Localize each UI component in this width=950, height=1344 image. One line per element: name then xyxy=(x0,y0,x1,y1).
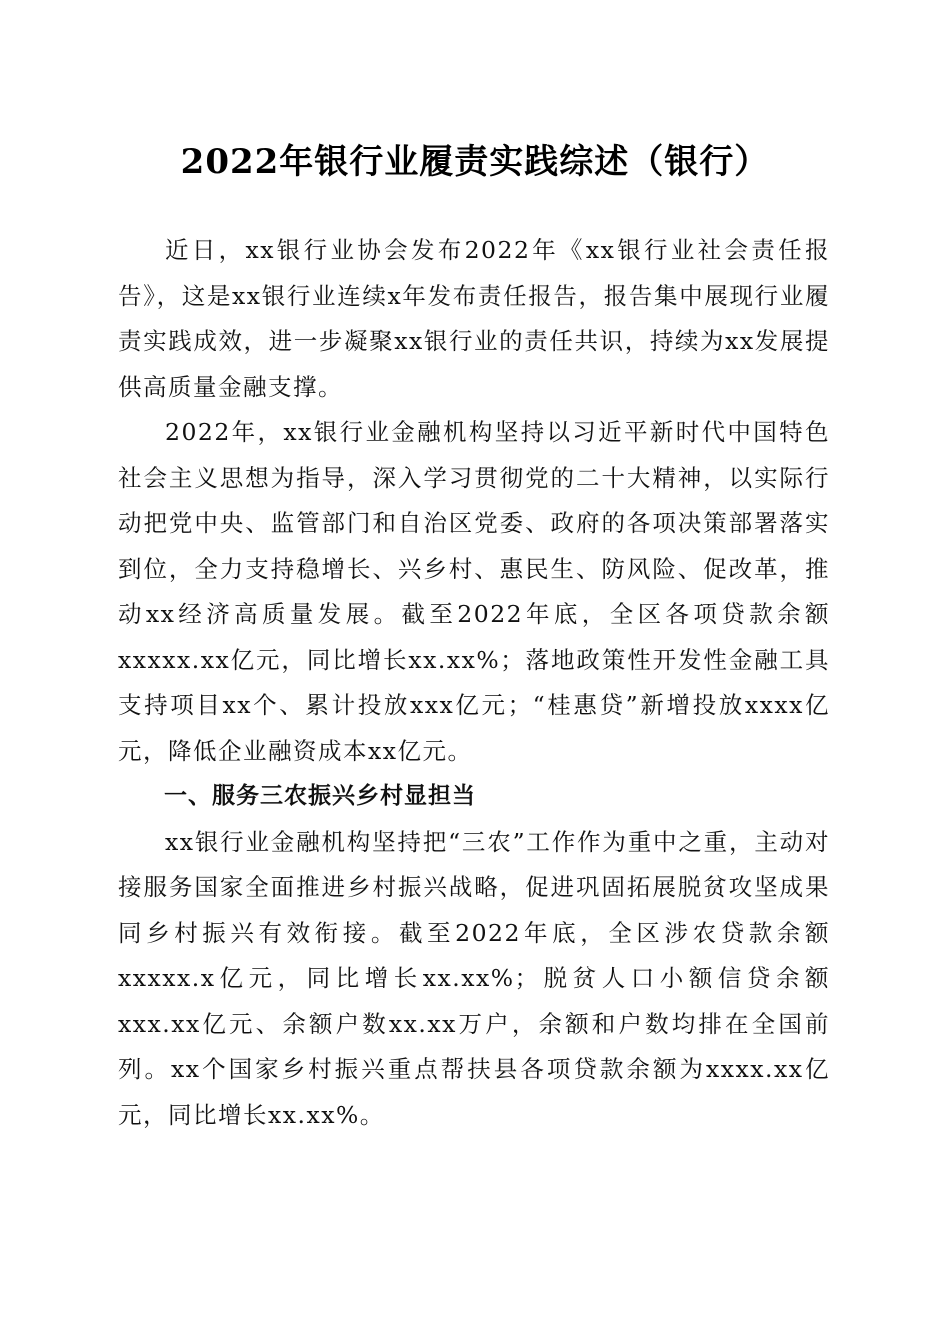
document-title: 2022年银行业履责实践综述（银行） xyxy=(180,142,770,182)
paragraph-rural-revitalization: xx银行业金融机构坚持把“三农”工作作为重中之重，主动对接服务国家全面推进乡村振兴战略，促进巩固拓展脱贫攻坚成果同乡村振兴有效衔接。截至2022年底，全区涉农贷款余额xxxxx.x亿元，同比增长xx.xx%；脱贫人口小额信贷余额xxx.xx亿元、余额户数xx.xx万户，余额和户数均排在全国前列。xx个国家乡村振兴重点帮扶县各项贷款余额为xxxx.xx亿元，同比增长xx.xx%。 xyxy=(118,827,830,1129)
paragraph-intro: 近日，xx银行业协会发布2022年《xx银行业社会责任报告》，这是xx银行业连续x年发布责任报告，报告集中展现行业履责实践成效，进一步凝聚xx银行业的责任共识，持续为xx发展提供高质量金融支撑。 xyxy=(118,236,830,401)
paragraph-overview-2022: 2022年，xx银行业金融机构坚持以习近平新时代中国特色社会主义思想为指导，深入学习贯彻党的二十大精神，以实际行动把党中央、监管部门和自治区党委、政府的各项决策部署落实到位，全力支持稳增长、兴乡村、惠民生、防风险、促改革，推动xx经济高质量发展。截至2022年底，全区各项贷款余额xxxxx.xx亿元，同比增长xx.xx%；落地政策性开发性金融工具支持项目xx个、累计投放xxx亿元；“桂惠贷”新增投放xxxx亿元，降低企业融资成本xx亿元。 xyxy=(118,418,830,765)
section-heading-rural: 一、服务三农振兴乡村显担当 xyxy=(164,783,476,809)
document-body xyxy=(118,228,830,1138)
